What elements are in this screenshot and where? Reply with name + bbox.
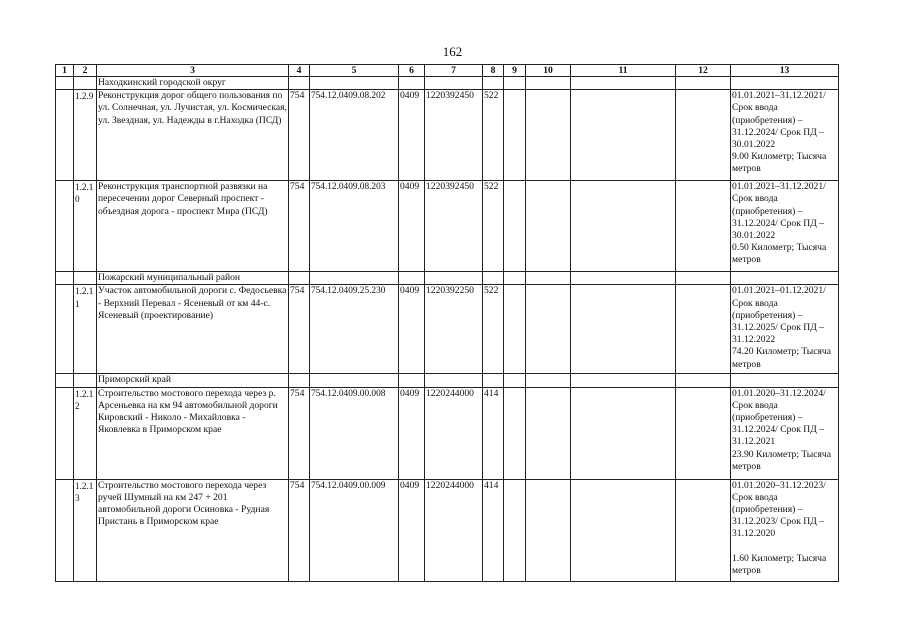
col-header-4: 4 (289, 65, 310, 77)
cell-col5: 754.12.0409.08.203 (310, 181, 399, 272)
section-title: Приморский край (97, 374, 289, 387)
col-header-8: 8 (483, 65, 504, 77)
cell-col5: 754.12.0409.00.008 (310, 387, 399, 479)
row-number: 1.2.13 (74, 479, 97, 581)
cell-col6: 0409 (399, 285, 425, 374)
cell-col6: 0409 (399, 479, 425, 581)
section-title: Пожарский муниципальный район (97, 272, 289, 285)
cell-col8: 522 (483, 181, 504, 272)
cell-col7: 1220392450 (425, 90, 483, 181)
cell-col5: 754.12.0409.00.009 (310, 479, 399, 581)
cell-col8: 522 (483, 285, 504, 374)
cell-col8: 414 (483, 387, 504, 479)
object-name: Строительство мостового перехода через ручей Шумный на км 247 + 201 автомобильной дороги Осиновка - Рудная Пристань в Приморском крае (97, 479, 289, 581)
table-row (56, 387, 839, 479)
section-row (56, 272, 839, 285)
cell-col6: 0409 (399, 90, 425, 181)
col-header-2: 2 (74, 65, 97, 77)
col-header-12: 12 (676, 65, 731, 77)
cell-col7: 1220244000 (425, 387, 483, 479)
cell-col7: 1220392450 (425, 181, 483, 272)
object-name: Реконструкция дорог общего пользования по ул. Солнечная, ул. Лучистая, ул. Космическая, ул. Звездная, ул. Надежды в г.Находка (ПСД) (97, 90, 289, 181)
section-row (56, 77, 839, 90)
cell-col6: 0409 (399, 181, 425, 272)
col-header-5: 5 (310, 65, 399, 77)
section-row (56, 374, 839, 387)
table-row (56, 90, 839, 181)
cell-col5: 754.12.0409.08.202 (310, 90, 399, 181)
row-number: 1.2.12 (74, 387, 97, 479)
col-header-6: 6 (399, 65, 425, 77)
col-header-10: 10 (526, 65, 571, 77)
header-row (56, 65, 839, 77)
cell-col4: 754 (289, 90, 310, 181)
cell-col5: 754.12.0409.25.230 (310, 285, 399, 374)
row-number: 1.2.11 (74, 285, 97, 374)
section-title: Находкинский городской округ (97, 77, 289, 90)
col-header-3: 3 (97, 65, 289, 77)
table-row (56, 479, 839, 581)
cell-col7: 1220244000 (425, 479, 483, 581)
row-number: 1.2.10 (74, 181, 97, 272)
cell-col13: 01.01.2021–31.12.2021/ Срок ввода (приобретения) – 31.12.2024/ Срок ПД – 30.01.2022 0.50 Километр; Тысяча метров (731, 181, 839, 272)
col-header-11: 11 (571, 65, 676, 77)
cell-col4: 754 (289, 387, 310, 479)
cell-col13: 01.01.2020–31.12.2024/ Срок ввода (приобретения) – 31.12.2024/ Срок ПД – 31.12.2021 23.90 Километр; Тысяча метров (731, 387, 839, 479)
cell-col8: 414 (483, 479, 504, 581)
cell-col4: 754 (289, 479, 310, 581)
cell-col8: 522 (483, 90, 504, 181)
row-number: 1.2.9 (74, 90, 97, 181)
table-row (56, 181, 839, 272)
col-header-1: 1 (56, 65, 74, 77)
page-number: 162 (442, 44, 463, 59)
col-header-7: 7 (425, 65, 483, 77)
cell-col6: 0409 (399, 387, 425, 479)
cell-col13: 01.01.2021–31.12.2021/ Срок ввода (приобретения) – 31.12.2024/ Срок ПД – 30.01.2022 9.00 Километр; Тысяча метров (731, 90, 839, 181)
object-name: Реконструкция транспортной развязки на пересечении дорог Северный проспект - объездная дорога - проспект Мира (ПСД) (97, 181, 289, 272)
col-header-13: 13 (731, 65, 839, 77)
cell-col7: 1220392250 (425, 285, 483, 374)
cell-col13: 01.01.2021–01.12.2021/ Срок ввода (приобретения) – 31.12.2025/ Срок ПД – 31.12.2022 74.20 Километр; Тысяча метров (731, 285, 839, 374)
object-name: Участок автомобильной дороги с. Федосьевка - Верхний Перевал - Ясеневый от км 44-с. Ясеневый (проектирование) (97, 285, 289, 374)
cell-col13: 01.01.2020–31.12.2023/ Срок ввода (приобретения) – 31.12.2023/ Срок ПД – 31.12.2020 1.60 Километр; Тысяча метров (731, 479, 839, 581)
col-header-9: 9 (504, 65, 526, 77)
cell-col4: 754 (289, 181, 310, 272)
table-row (56, 285, 839, 374)
object-name: Строительство мостового перехода через р. Арсеньевка на км 94 автомобильной дороги Кировский - Николо - Михайловка - Яковлевка в Приморском крае (97, 387, 289, 479)
cell-col4: 754 (289, 285, 310, 374)
data-table (55, 64, 839, 582)
